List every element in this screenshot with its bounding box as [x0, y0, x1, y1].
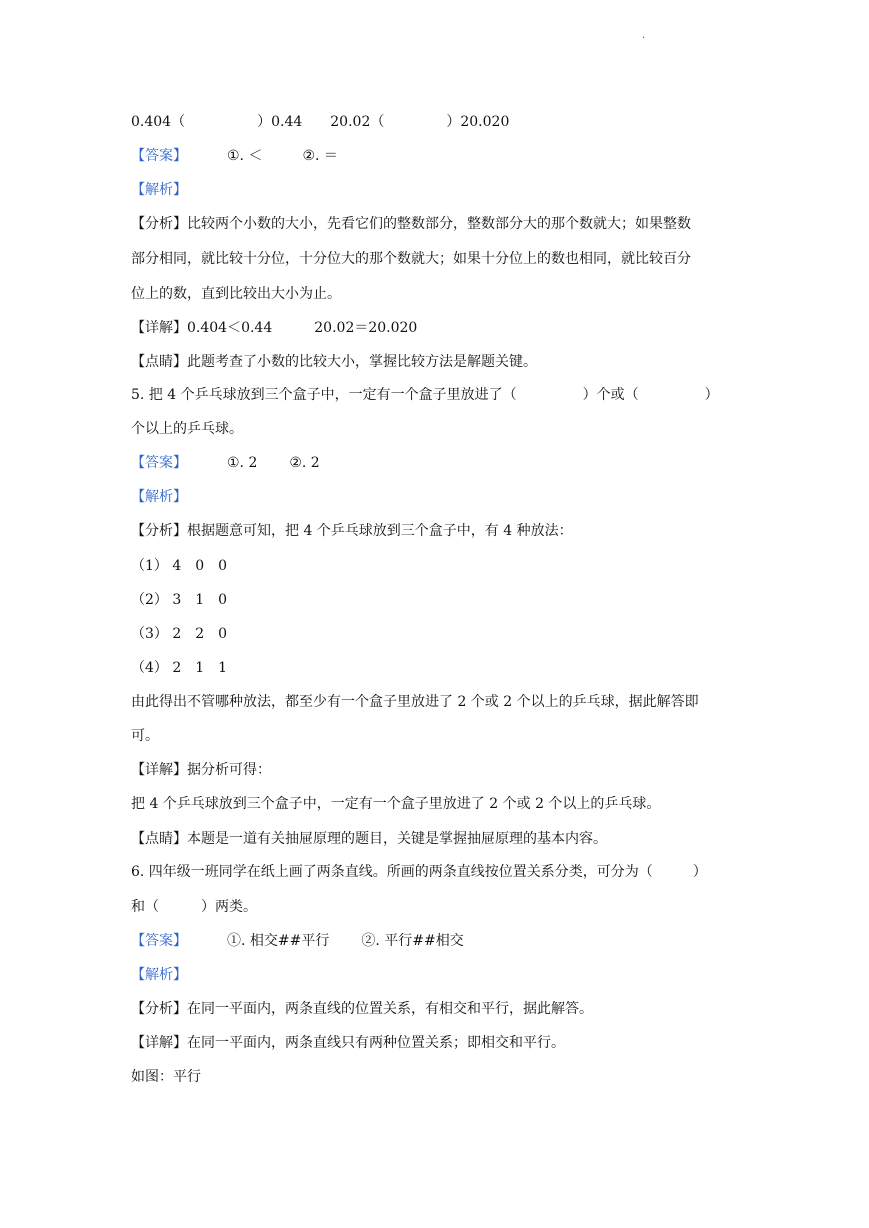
q5-stem-1c: ） [704, 387, 719, 403]
q5-case-3: （3） 2 2 0 [131, 626, 228, 642]
q6-stem-1a: 6. 四年级一班同学在纸上画了两条直线。所画的两条直线按位置关系分类，可分为（ [131, 864, 653, 880]
xiangjie-text: 据分析可得： [187, 762, 271, 778]
q5-conclusion-1: 由此得出不管哪种放法，都至少有一个盒子里放进了 2 个或 2 个以上的乒乓球，据此解答即 [131, 694, 699, 710]
answer-2: ②. 平行##相交 [361, 933, 464, 949]
q5-fenxi [131, 521, 573, 541]
xiangjie-2: 20.02＝20.020 [314, 320, 418, 336]
fenxi-text: 在同一平面内，两条直线的位置关系，有相交和平行，据此解答。 [187, 1001, 593, 1017]
answer-2: ②. 2 [289, 455, 320, 471]
answer-1: ①. 相交##平行 [227, 933, 330, 949]
q5-answer [131, 453, 320, 473]
q6-figure-caption: 如图：平行 [131, 1069, 201, 1085]
fenxi-text: 根据题意可知，把 4 个乒乓球放到三个盒子中，有 4 种放法： [187, 523, 573, 539]
q4-dianjing [131, 352, 537, 372]
q4-stem-a: 0.404（ [131, 114, 186, 130]
q4-answer [131, 146, 338, 166]
answer-1: ①. ＜ [227, 148, 263, 164]
xiangjie-tag: 【详解】 [131, 1035, 187, 1051]
dianjing-text: 本题是一道有关抽屉原理的题目，关键是掌握抽屉原理的基本内容。 [187, 831, 607, 847]
answer-2: ②. ＝ [302, 148, 338, 164]
fenxi-tag: 【分析】 [131, 1001, 187, 1017]
xiangjie-tag: 【详解】 [131, 762, 187, 778]
xiangjie-tag: 【详解】 [131, 320, 187, 336]
q5-stem-2: 个以上的乒乓球。 [131, 421, 243, 437]
q6-analysis-tag: 【解析】 [131, 967, 187, 983]
dianjing-text: 此题考查了小数的比较大小，掌握比较方法是解题关键。 [187, 354, 537, 370]
q6-answer [131, 931, 464, 951]
q5-stem-1b: ）个或（ [582, 387, 639, 403]
fenxi-tag: 【分析】 [131, 523, 187, 539]
fenxi-text: 比较两个小数的大小，先看它们的整数部分，整数部分大的那个数就大；如果整数 [187, 216, 691, 232]
q6-fenxi [131, 999, 593, 1019]
q6-stem-2 [131, 897, 257, 917]
q4-stem-d: ）20.020 [446, 114, 510, 130]
fenxi-tag: 【分析】 [131, 216, 187, 232]
q5-case-4: （4） 2 1 1 [131, 660, 228, 676]
answer-1: ①. 2 [227, 455, 258, 471]
q4-stem-c: 20.02（ [330, 114, 385, 130]
q6-xiangjie [131, 1033, 565, 1053]
dianjing-tag: 【点睛】 [131, 354, 187, 370]
q5-case-1: （1） 4 0 0 [131, 558, 228, 574]
q5-conclusion-2: 可。 [131, 728, 159, 744]
q5-case-2: （2） 3 1 0 [131, 592, 228, 608]
xiangjie-text: 在同一平面内，两条直线只有两种位置关系；即相交和平行。 [187, 1035, 565, 1051]
answer-tag: 【答案】 [131, 148, 187, 164]
q4-stem [131, 112, 509, 132]
q5-analysis-tag: 【解析】 [131, 489, 187, 505]
xiangjie-1: 0.404＜0.44 [187, 320, 273, 336]
q5-stem-1 [131, 385, 719, 405]
q4-fenxi-3: 位上的数，直到比较出大小为止。 [131, 286, 341, 302]
q4-stem-b: ）0.44 [257, 114, 303, 130]
q4-analysis-tag: 【解析】 [131, 182, 187, 198]
q6-stem-1 [131, 862, 707, 882]
q4-xiangjie [131, 318, 417, 338]
q6-stem-2a: 和（ [131, 899, 159, 915]
q5-stem-1a: 5. 把 4 个乒乓球放到三个盒子中，一定有一个盒子里放进了（ [131, 387, 517, 403]
answer-tag: 【答案】 [131, 933, 187, 949]
q4-fenxi-1 [131, 214, 691, 234]
q5-dianjing [131, 829, 607, 849]
dianjing-tag: 【点睛】 [131, 831, 187, 847]
header-mark: . [642, 30, 646, 41]
q5-xiangjie [131, 760, 271, 780]
q5-xiangjie-body: 把 4 个乒乓球放到三个盒子中，一定有一个盒子里放进了 2 个或 2 个以上的乒乓球。 [131, 796, 661, 812]
answer-tag: 【答案】 [131, 455, 187, 471]
q4-fenxi-2: 部分相同，就比较十分位，十分位大的那个数就大；如果十分位上的数也相同，就比较百分 [131, 251, 691, 267]
q6-stem-1b: ） [692, 864, 707, 880]
q6-stem-2b: ）两类。 [201, 899, 257, 915]
